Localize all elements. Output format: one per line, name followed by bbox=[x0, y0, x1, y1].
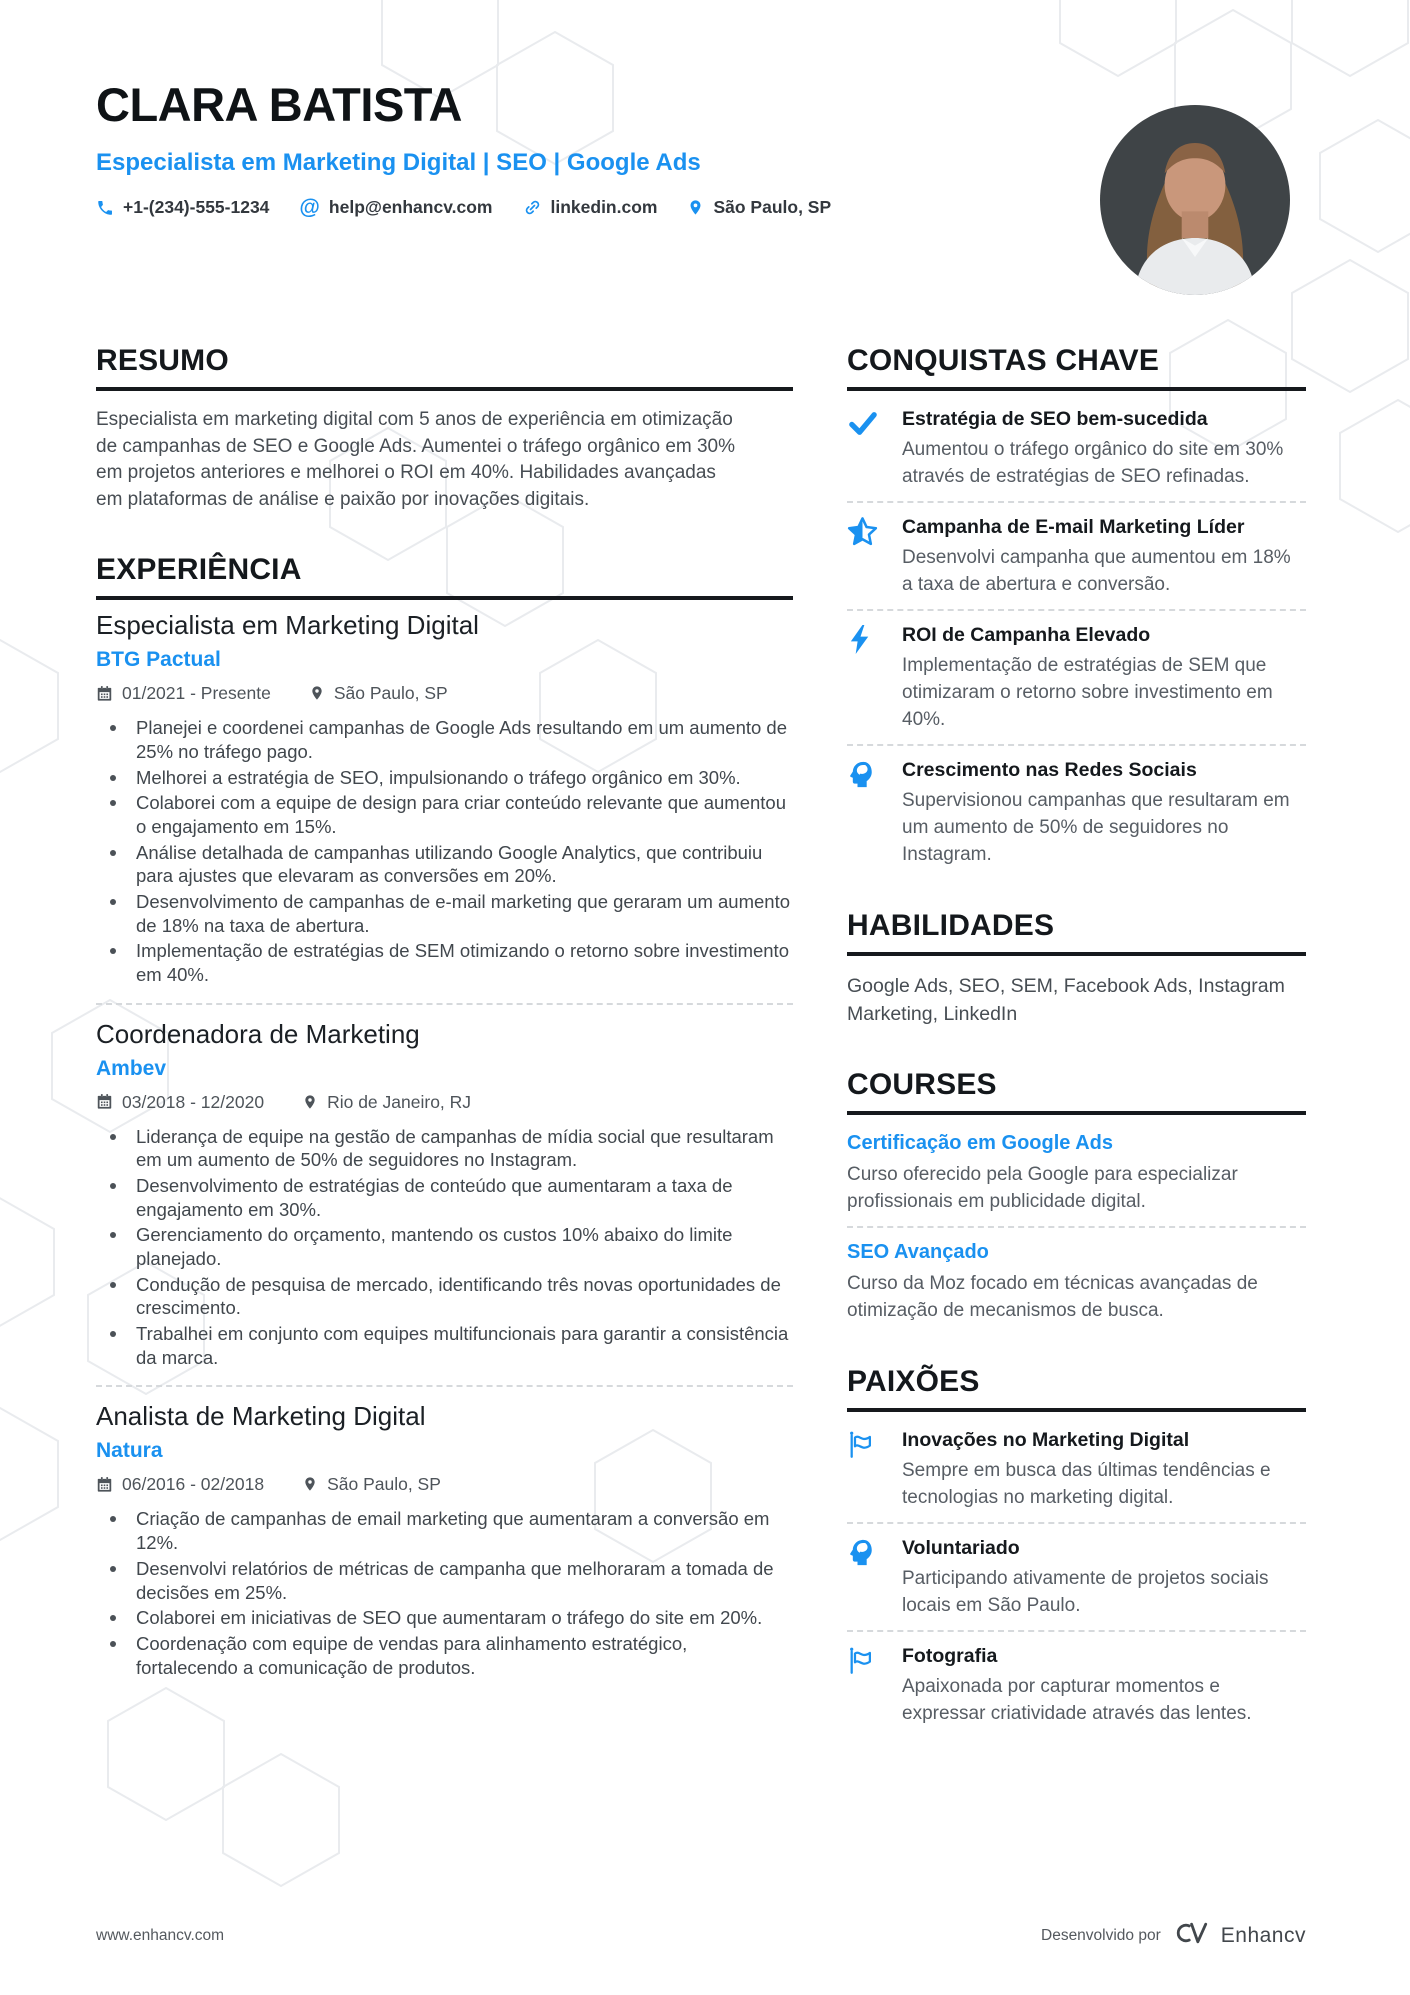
job-location-text: São Paulo, SP bbox=[327, 1474, 441, 1495]
job-bullet: Melhorei a estratégia de SEO, impulsionando o tráfego orgânico em 30%. bbox=[96, 766, 793, 790]
resumo-text: Especialista em marketing digital com 5 anos de experiência em otimização de campanhas de SEO e Google Ads. Aumentei o tráfego orgânico em 30% em projetos anteriores e melhorei o ROI em 40%. Habilidades avançadas em plataformas de análise e paixão por inovações digitais. bbox=[96, 409, 736, 510]
job-bullet: Coordenação com equipe de vendas para alinhamento estratégico, fortalecendo a comunicação de produtos. bbox=[96, 1632, 793, 1679]
section-courses bbox=[847, 1068, 1306, 1325]
person-job-title: Especialista em Marketing Digital | SEO | Google Ads bbox=[96, 149, 701, 176]
job-dates bbox=[96, 1473, 264, 1495]
job-location bbox=[302, 1473, 441, 1495]
job-bullet: Colaborei com a equipe de design para criar conteúdo relevante que aumentou o engajamento em 15%. bbox=[96, 791, 793, 838]
achievement-item bbox=[847, 623, 1306, 734]
course-item bbox=[847, 1131, 1306, 1216]
calendar-icon bbox=[96, 1476, 113, 1493]
habilidades-heading: HABILIDADES bbox=[847, 909, 1306, 956]
left-column bbox=[96, 344, 793, 1768]
passion-text: Participando ativamente de projetos sociais locais em São Paulo. bbox=[902, 1568, 1269, 1616]
at-sign-icon: @ bbox=[299, 195, 320, 219]
link-icon bbox=[523, 198, 542, 217]
job-entry bbox=[96, 1401, 793, 1679]
job-entry bbox=[96, 1019, 793, 1370]
section-divider bbox=[847, 609, 1306, 611]
achievement-item bbox=[847, 758, 1306, 869]
job-bullet: Gerenciamento do orçamento, mantendo os custos 10% abaixo do limite planejado. bbox=[96, 1223, 793, 1270]
job-meta bbox=[96, 1091, 793, 1113]
job-company: Natura bbox=[96, 1439, 163, 1463]
job-bullet: Condução de pesquisa de mercado, identificando três novas oportunidades de crescimento. bbox=[96, 1273, 793, 1320]
passion-item bbox=[847, 1536, 1306, 1620]
achievement-text: Aumentou o tráfego orgânico do site em 30% através de estratégias de SEO refinadas. bbox=[902, 439, 1284, 487]
achievement-text: Supervisionou campanhas que resultaram em um aumento de 50% de seguidores no Instagram. bbox=[902, 789, 1290, 865]
section-divider bbox=[847, 744, 1306, 746]
phone-link[interactable] bbox=[96, 197, 269, 218]
passion-title: Voluntariado bbox=[902, 1537, 1020, 1560]
job-entry bbox=[96, 610, 793, 986]
email-link[interactable] bbox=[299, 197, 492, 218]
calendar-icon bbox=[96, 1093, 113, 1110]
section-conquistas bbox=[847, 344, 1306, 869]
job-meta bbox=[96, 682, 793, 704]
job-bullet: Trabalhei em conjunto com equipes multifuncionais para garantir a consistência da marca. bbox=[96, 1322, 793, 1369]
job-bullet: Desenvolvi relatórios de métricas de campanha que melhoraram a tomada de decisões em 25%. bbox=[96, 1557, 793, 1604]
job-dates-text: 01/2021 - Presente bbox=[122, 683, 271, 704]
job-dates-text: 06/2016 - 02/2018 bbox=[122, 1474, 265, 1495]
achievement-title: Campanha de E-mail Marketing Líder bbox=[902, 515, 1245, 538]
job-company: Ambev bbox=[96, 1056, 167, 1080]
course-text: Curso da Moz focado em técnicas avançadas de otimização de mecanismos de busca. bbox=[847, 1273, 1258, 1322]
right-column bbox=[847, 344, 1306, 1768]
person-name: CLARA BATISTA bbox=[96, 78, 462, 131]
section-divider bbox=[847, 1226, 1306, 1228]
powered-by bbox=[1041, 1920, 1306, 1951]
achievement-text: Desenvolvi campanha que aumentou em 18% a taxa de abertura e conversão. bbox=[902, 546, 1291, 595]
section-divider bbox=[847, 1522, 1306, 1524]
passion-item bbox=[847, 1644, 1306, 1728]
achievement-text: Implementação de estratégias de SEM que otimizaram o retorno sobre investimento em 40%. bbox=[902, 654, 1273, 730]
job-company: BTG Pactual bbox=[96, 648, 221, 672]
section-resumo bbox=[96, 344, 793, 513]
job-title: Especialista em Marketing Digital bbox=[96, 610, 479, 641]
location-pin-icon bbox=[302, 1093, 318, 1111]
section-habilidades bbox=[847, 909, 1306, 1029]
email-address: help@enhancv.com bbox=[328, 197, 493, 217]
footer bbox=[96, 1920, 1306, 1951]
main-content bbox=[0, 344, 1410, 1768]
section-divider bbox=[847, 501, 1306, 503]
course-item bbox=[847, 1240, 1306, 1325]
head-profile-icon bbox=[847, 758, 878, 869]
job-location-text: São Paulo, SP bbox=[333, 683, 448, 704]
passion-text: Apaixonada por capturar momentos e expressar criatividade através das lentes. bbox=[902, 1675, 1252, 1724]
section-divider bbox=[847, 1630, 1306, 1632]
passion-text: Sempre em busca das últimas tendências e tecnologias no marketing digital. bbox=[902, 1460, 1271, 1509]
job-divider bbox=[96, 1385, 793, 1387]
achievement-item bbox=[847, 407, 1306, 491]
achievement-title: Crescimento nas Redes Sociais bbox=[902, 758, 1197, 781]
experiencia-heading: EXPERIÊNCIA bbox=[96, 553, 793, 600]
linkedin-link[interactable] bbox=[523, 197, 658, 218]
job-title: Analista de Marketing Digital bbox=[96, 1401, 426, 1432]
location-pin-icon bbox=[302, 1475, 318, 1493]
job-location bbox=[309, 682, 448, 704]
job-bullet: Análise detalhada de campanhas utilizando Google Analytics, que contribuiu para ajustes que elevaram as conversões em 20%. bbox=[96, 841, 793, 888]
calendar-icon bbox=[96, 685, 113, 702]
conquistas-heading: CONQUISTAS CHAVE bbox=[847, 344, 1306, 391]
course-text: Curso oferecido pela Google para especializar profissionais em publicidade digital. bbox=[847, 1164, 1238, 1213]
powered-by-label: Desenvolvido por bbox=[1041, 1926, 1161, 1944]
location-text: São Paulo, SP bbox=[713, 197, 832, 217]
location-item bbox=[687, 197, 831, 218]
location-pin-icon bbox=[687, 198, 704, 217]
brand-name: Enhancv bbox=[1220, 1923, 1306, 1947]
achievement-title: ROI de Campanha Elevado bbox=[902, 623, 1151, 646]
job-bullet: Desenvolvimento de campanhas de e-mail marketing que geraram um aumento de 18% na taxa de abertura. bbox=[96, 890, 793, 937]
job-dates bbox=[96, 1091, 264, 1113]
location-pin-icon bbox=[309, 684, 325, 702]
courses-heading: COURSES bbox=[847, 1068, 1306, 1115]
job-location-text: Rio de Janeiro, RJ bbox=[327, 1091, 472, 1112]
job-dates bbox=[96, 682, 271, 704]
job-location bbox=[302, 1091, 471, 1113]
achievement-item bbox=[847, 515, 1306, 599]
paixoes-heading: PAIXÕES bbox=[847, 1365, 1306, 1412]
job-bullet: Planejei e coordenei campanhas de Google Ads resultando em um aumento de 25% no tráfego pago. bbox=[96, 716, 793, 763]
achievement-title: Estratégia de SEO bem-sucedida bbox=[902, 408, 1208, 430]
linkedin-text: linkedin.com bbox=[550, 197, 658, 217]
job-divider bbox=[96, 1003, 793, 1005]
job-bullet: Implementação de estratégias de SEM otimizando o retorno sobre investimento em 40%. bbox=[96, 939, 793, 986]
passion-title: Fotografia bbox=[902, 1644, 998, 1667]
job-dates-text: 03/2018 - 12/2020 bbox=[122, 1091, 265, 1112]
job-bullet: Liderança de equipe na gestão de campanhas de mídia social que resultaram em um aumento de 50% de seguidores no Instagram. bbox=[96, 1125, 793, 1172]
phone-icon bbox=[96, 199, 114, 217]
flag-icon bbox=[847, 1644, 878, 1728]
job-bullet-list bbox=[96, 716, 793, 986]
job-title: Coordenadora de Marketing bbox=[96, 1018, 420, 1049]
checkmark-icon bbox=[847, 407, 878, 491]
section-paixoes bbox=[847, 1365, 1306, 1728]
course-title: Certificação em Google Ads bbox=[847, 1132, 1113, 1155]
job-bullet: Criação de campanhas de email marketing que aumentaram a conversão em 12%. bbox=[96, 1507, 793, 1554]
head-profile-icon bbox=[847, 1536, 878, 1620]
passion-item bbox=[847, 1428, 1306, 1512]
passion-title: Inovações no Marketing Digital bbox=[902, 1429, 1190, 1452]
flag-icon bbox=[847, 1428, 878, 1512]
job-bullet-list bbox=[96, 1125, 793, 1370]
job-bullet: Colaborei em iniciativas de SEO que aumentaram o tráfego do site em 20%. bbox=[96, 1606, 793, 1630]
job-bullet: Desenvolvimento de estratégias de conteúdo que aumentaram a taxa de engajamento em 30%. bbox=[96, 1174, 793, 1221]
footer-site-link[interactable]: www.enhancv.com bbox=[96, 1926, 225, 1944]
phone-number: +1-(234)-555-1234 bbox=[123, 197, 270, 217]
job-meta bbox=[96, 1473, 793, 1495]
skills-list: Google Ads, SEO, SEM, Facebook Ads, Instagram Marketing, LinkedIn bbox=[847, 974, 1285, 1025]
profile-photo bbox=[1100, 105, 1290, 295]
enhancv-logo-icon bbox=[1171, 1920, 1211, 1951]
job-bullet-list bbox=[96, 1507, 793, 1679]
course-title: SEO Avançado bbox=[847, 1241, 989, 1264]
resumo-heading: RESUMO bbox=[96, 344, 793, 391]
section-experiencia bbox=[96, 553, 793, 1679]
half-star-icon bbox=[847, 515, 878, 599]
lightning-icon bbox=[847, 623, 878, 734]
